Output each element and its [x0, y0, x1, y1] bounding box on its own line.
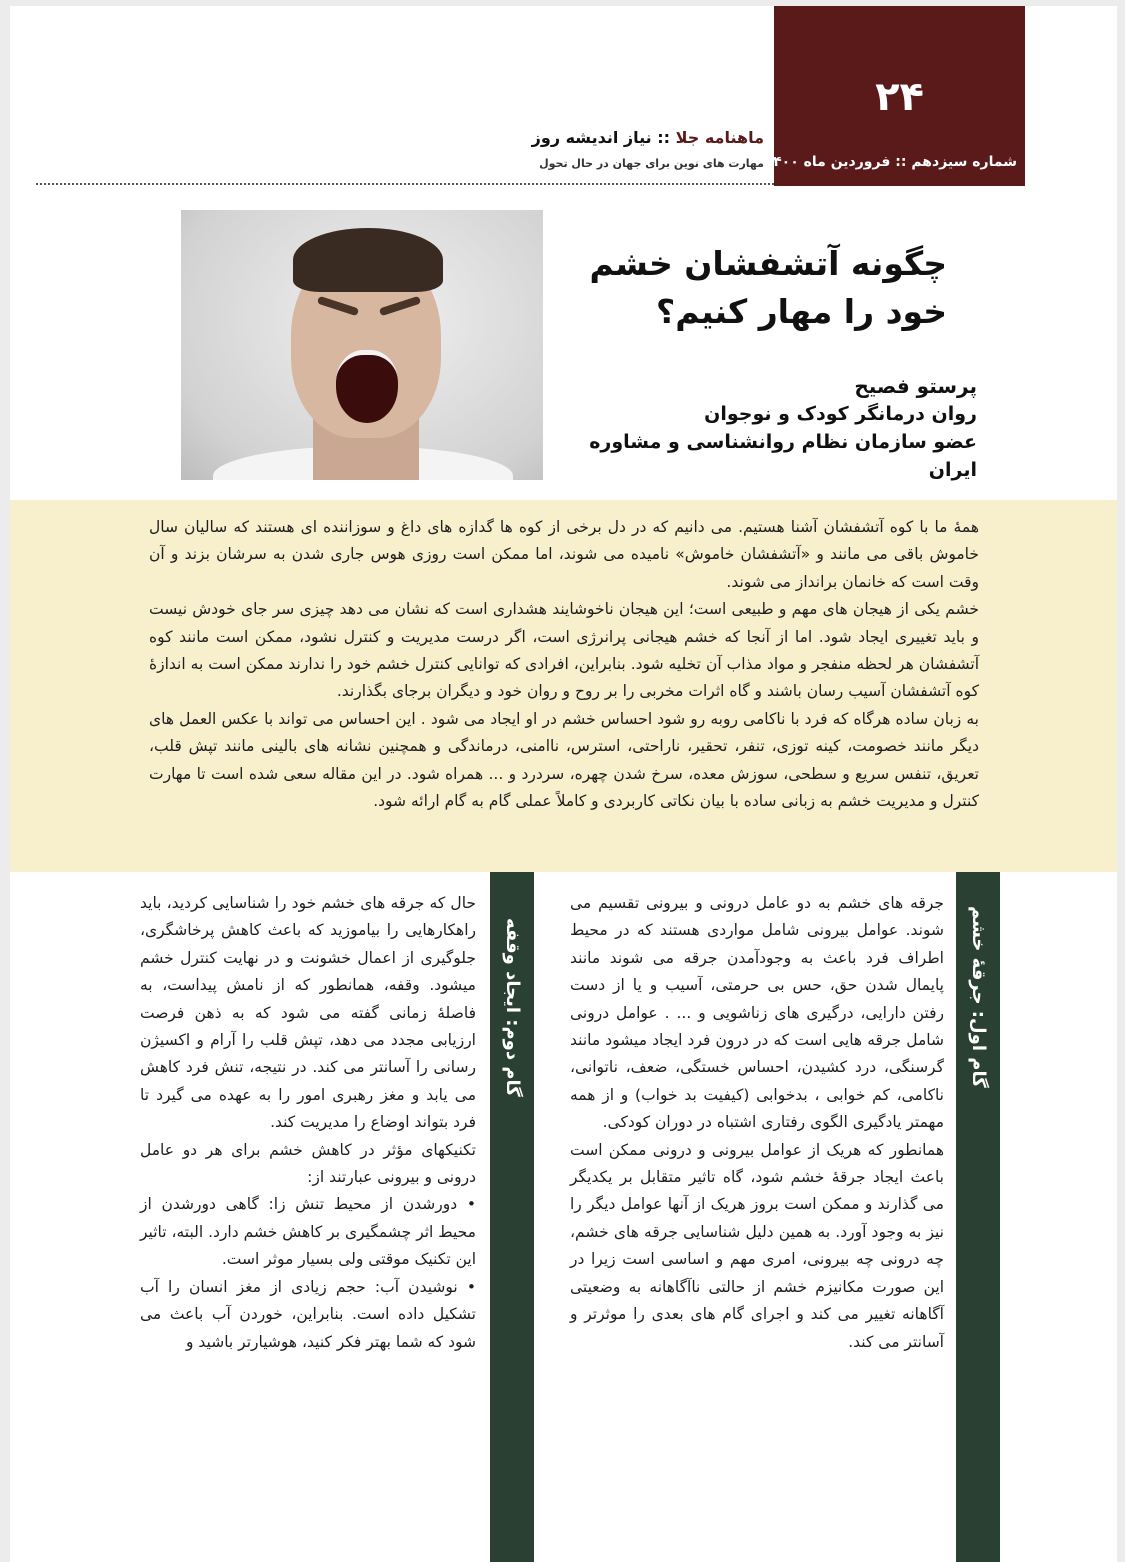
issue-info: شماره سیزدهم :: فروردین ماه ۱۴۰۰ [764, 154, 1017, 170]
header-divider [36, 183, 774, 185]
step2-sidebar [490, 872, 534, 1562]
magazine-page [10, 6, 1117, 1562]
step1-paragraph: جرقه های خشم به دو عامل درونی و بیرونی تقسیم می شوند. عوامل بیرونی شامل مواردی هستند که در محیط اطراف فرد باعث به وجودآمدن جرقه می شوند مانند پایمال شدن حق، حس بی حرمتی، آسیب و یا از دست رفتن دارایی، درگیری های زناشویی و ... . عوامل درونی شامل جرقه هایی است که در درون فرد ایجاد میشود مانند گرسنگی، درد کشیدن، احساس خستگی، ضعف، ناتوانی، ناکامی، کم خوابی ، بدخوابی (کیفیت بد خواب) و از همه مهمتر یادگیری الگوی رفتاری اشتباه در دوران کودکی. [570, 894, 944, 1132]
magazine-slogan: نیاز اندیشه روز [531, 128, 652, 147]
masthead [344, 128, 764, 170]
intro-paragraph: به زبان ساده هرگاه که فرد با ناکامی روبه رو شود احساس خشم در او ایجاد می شود . این احساس می تواند با عکس العمل های دیگر مانند خصومت، کینه توزی، تنفر، تحقیر، ناراحتی، استرس، ناامنی، درماندگی و همچنین نشانه های بالینی مانند تپش قلب، تعریق، تنفس سریع و سطحی، سوزش معده، سرخ شدن چهره، سردرد و ... همراه شود. در این مقاله سعی شده است تا مهارت کنترل و مدیریت خشم به زبانی ساده با بیان نکاتی کاربردی و کاملاً عملی گام به گام ارائه شود. [149, 709, 979, 811]
intro-text [149, 514, 979, 815]
article-title-line2: خود را مهار کنیم؟ [656, 292, 947, 331]
step1-sidebar [956, 872, 1000, 1562]
step2-paragraph: تکنیکهای مؤثر در کاهش خشم برای هر دو عامل درونی و بیرونی عبارتند از: [140, 1140, 476, 1187]
issue-tab [764, 6, 1025, 186]
intro-paragraph: خشم یکی از هیجان های مهم و طبیعی است؛ این هیجان ناخوشایند هشداری است که نشان می دهد چیزی سر جای خودش نیست و باید تغییری ایجاد شود. اما از آنجا که خشم هیجانی پرانرژی است، اگر درست مدیریت و کنترل نشود، ممکن است مانند کوه آتشفشان هر لحظه منفجر و مواد مذاب آن تخلیه شود. بنابراین، افرادی که توانایی کنترل خشم خود را ندارند ممکن است به اندازهٔ کوه آتشفشان آسیب رسان باشند و گاه اثرات مخربی را بر روح و روان خود و دیگران برجای بگذارند. [149, 600, 979, 701]
page-number: ۲۴ [875, 74, 924, 120]
intro-paragraph: همهٔ ما با کوه آتشفشان آشنا هستیم. می دانیم که در دل برخی از کوه ها گدازه های داغ و سوزاننده ای هستند که سالیان سال خاموش باقی می مانند و «آتشفشان خاموش» نامیده می شوند، اما ممکن است روزی هوس جاری شدن به سرشان بزند و آن وقت است که خانمان برانداز می شوند. [149, 518, 979, 591]
step1-label: گام اول: جرقهٔ خشم [968, 906, 989, 1088]
step2-column [140, 890, 476, 1356]
step2-label: گام دوم: ایجاد وقفه [502, 917, 523, 1097]
magazine-title [344, 128, 764, 147]
step1-paragraph: همانطور که هریک از عوامل بیرونی و درونی ممکن است باعث ایجاد جرقهٔ خشم شود، گاه تاثیر متقابل بر یکدیگر می گذارند و ممکن است بروز هریک از آنها عوامل دیگر را نیز به وجود آورد. به همین دلیل شناسایی جرقه های خشم، چه درونی چه بیرونی، امری مهم و اساسی است زیرا در این صورت مکانیزم خشم از حالتی ناآگاهانه به وضعیتی آگاهانه تغییر می کند و اجرای گام های بعدی را موثرتر و آسانتر می کند. [570, 1140, 944, 1351]
step2-bullet: • دورشدن از محیط تنش زا: گاهی دورشدن از محیط اثر چشمگیری بر کاهش خشم دارد. البته، تاثیر این تکنیک موقتی ولی بسیار موثر است. [140, 1191, 476, 1273]
tagline: مهارت های نوین برای جهان در حال تحول [539, 157, 764, 170]
magazine-separator: :: [651, 128, 676, 147]
author-affiliation: عضو سازمان نظام روانشناسی و مشاوره ایران [589, 431, 977, 481]
magazine-name: ماهنامه جلا [675, 128, 764, 147]
step2-bullet: • نوشیدن آب: حجم زیادی از مغز انسان را آب تشکیل داده است. بنابراین، خوردن آب باعث می شود که شما بهتر فکر کنید، هوشیارتر باشید و [140, 1274, 476, 1356]
article-title [527, 240, 947, 336]
author-name: پرستو فصیح [854, 374, 977, 398]
step1-column [570, 890, 944, 1356]
article-title-line1: چگونه آتشفشان خشم [589, 244, 947, 283]
author-role: روان درمانگر کودک و نوجوان [704, 403, 977, 425]
angry-man-photo [181, 210, 543, 480]
intro-box [10, 500, 1117, 872]
byline [547, 372, 977, 484]
step2-paragraph: حال که جرقه های خشم خود را شناسایی کردید، باید راهکارهایی را بیاموزید که باعث کاهش پرخاشگری، جلوگیری از اعمال خشونت و در نهایت کنترل خشم میشود. وقفه، همانطور که از نامش پیداست، به فاصلهٔ زمانی گفته می شود که به ذهن فرصت ارزیابی مجدد می دهد، تپش قلب را آرام و اکسیژن رسانی را آسانتر می کند. در نتیجه، تنش فرد کاهش می یابد و مغز رهبری امور را به عهده می گیرد تا فرد بتواند اوضاع را مدیریت کند. [140, 894, 476, 1132]
